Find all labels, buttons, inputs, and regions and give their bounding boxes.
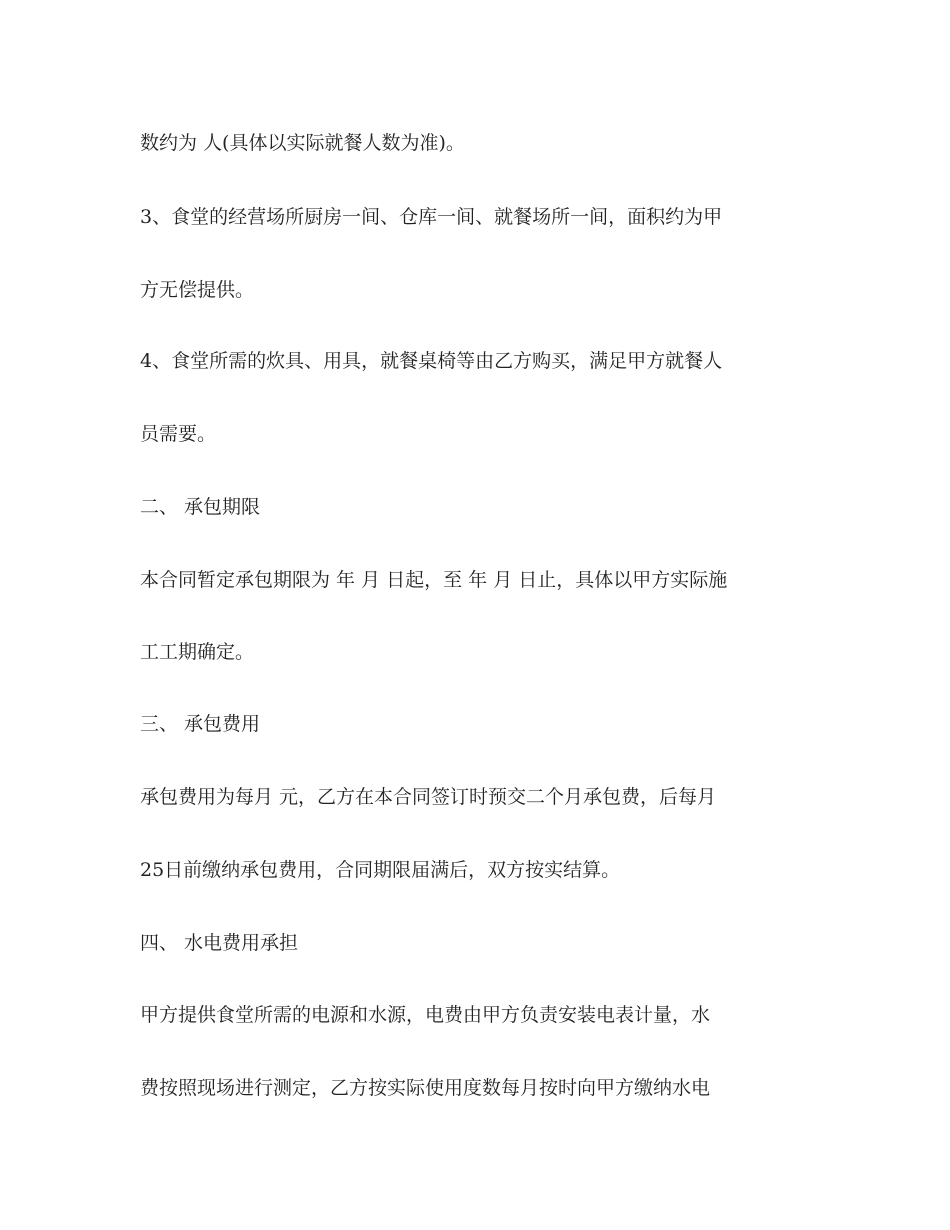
text-line-1: 数约为 人(具体以实际就餐人数为准)。 <box>140 132 465 154</box>
text-line-8: 工工期确定。 <box>140 641 255 663</box>
text-line-5: 员需要。 <box>140 423 217 445</box>
text-line-2: 3、食堂的经营场所厨房一间、仓库一间、就餐场所一间，面积约为甲 <box>140 206 723 228</box>
text-line-10: 承包费用为每月 元，乙方在本合同签订时预交二个月承包费，后每月 <box>140 786 717 808</box>
section-heading-fee: 三、 承包费用 <box>140 713 261 735</box>
section-heading-term: 二、 承包期限 <box>140 496 261 518</box>
text-line-13: 甲方提供食堂所需的电源和水源，电费由甲方负责安装电表计量，水 <box>140 1004 711 1026</box>
text-line-14: 费按照现场进行测定，乙方按实际使用度数每月按时向甲方缴纳水电 <box>140 1077 711 1099</box>
text-line-7: 本合同暂定承包期限为 年 月 日起，至 年 月 日止，具体以甲方实际施 <box>140 569 728 591</box>
text-line-4: 4、食堂所需的炊具、用具，就餐桌椅等由乙方购买，满足甲方就餐人 <box>140 350 723 372</box>
text-line-11: 25日前缴纳承包费用，合同期限届满后，双方按实结算。 <box>140 859 621 881</box>
text-line-3: 方无偿提供。 <box>140 279 255 301</box>
section-heading-utilities: 四、 水电费用承担 <box>140 932 299 954</box>
